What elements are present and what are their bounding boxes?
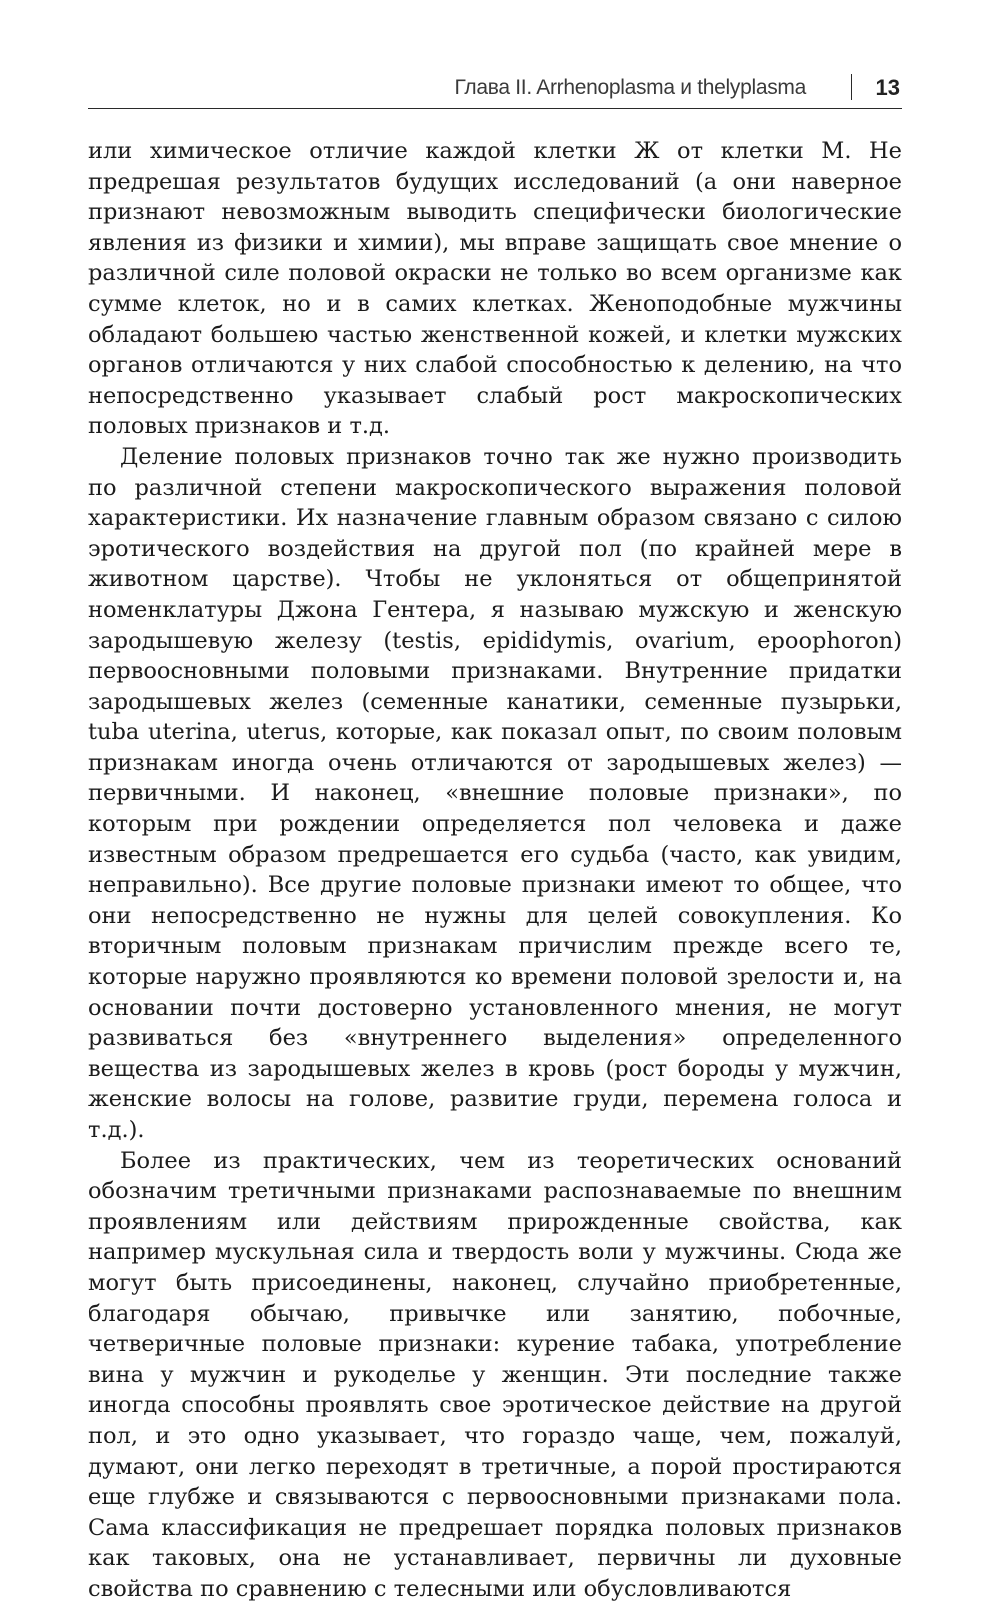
paragraph-2: Деление половых признаков точно так же нужно производить по различной степени макроскопического выражения половой характеристики. Их назначение главным образом связано с силою эротического воздействия на другой пол (по крайней мере в животном царстве). Чтобы не уклоняться от общепринятой номенклатуры Джона Гентера, я называю мужскую и женскую зародышевую железу (testis, epididymis, ovarium, epoophoron) первоосновными половыми признаками. Внутренние придатки зародышевых желез (семенные канатики, семенные пузырьки, tuba uterina, uterus, которые, как показал опыт, по своим половым признакам иногда очень отличаются от зародышевых желез) — первичными. И наконец, «внешние половые признаки», по которым при рождении определяется пол человека и даже известным образом предрешается его судьба (часто, как увидим, неправильно). Все другие половые признаки имеют то общее, что они непосредственно не нужны для целей совокупления. Ко вторичным половым признакам причислим прежде всего те, которые наружно проявляются ко времени половой зрелости и, на основании почти достоверно установленного мнения, не могут развиваться без «внутреннего выделения» определенного вещества из зародышевых желез в кровь (рост бороды у мужчин, женские волосы на голове, развитие груди, перемена голоса и т.д.).	[88, 443, 902, 1143]
body-text	[88, 136, 902, 1605]
chapter-title: Глава II. Arrhenoplasma и thelyplasma	[454, 76, 806, 99]
page-number: 13	[875, 75, 900, 100]
paragraph-1: или химическое отличие каждой клетки Ж от клетки М. Не предрешая результатов будущих исследований (а они наверное признают невозможным выводить специфически биологические явления из физики и химии), мы вправе защищать свое мнение о различной силе половой окраски не только во всем организме как сумме клеток, но и в самих клетках. Женоподобные мужчины обладают большею частью женственной кожей, и клетки мужских органов отличаются у них слабой способностью к делению, на что непосредственно указывает слабый рост макроскопических половых признаков и т.д.	[88, 138, 902, 440]
running-header	[88, 72, 902, 109]
header-divider	[851, 74, 853, 100]
paragraph-3: Более из практических, чем из теоретических оснований обозначим третичными признаками распознаваемые по внешним проявлениям или действиям прирожденные свойства, как например мускульная сила и твердость воли у мужчины. Сюда же могут быть присоединены, наконец, случайно приобретенные, благодаря обычаю, привычке или занятию, побочные, четверичные половые признаки: курение табака, употребление вина у мужчин и рукоделье у женщин. Эти последние также иногда способны проявлять свое эротическое действие на другой пол, и это одно указывает, что гораздо чаще, чем, пожалуй, думают, они легко переходят в третичные, а порой простираются еще глубже и связываются с первоосновными признаками пола. Сама классификация не предрешает порядка половых признаков как таковых, она не устанавливает, первичны ли духовные свойства по сравнению с телесными или обусловливаются	[88, 1147, 902, 1602]
